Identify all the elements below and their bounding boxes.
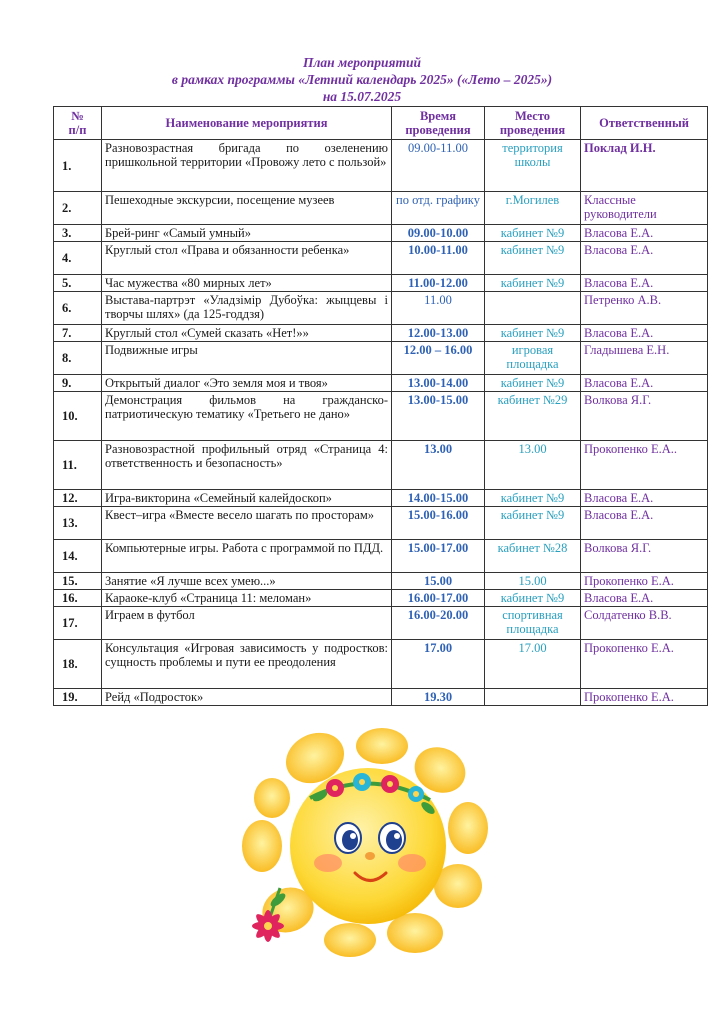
table-row [54,375,708,392]
event-place: кабинет №9 [485,375,581,392]
smiling-sun-icon [240,728,490,958]
event-place: кабинет №9 [485,490,581,507]
event-time: 15.00-17.00 [392,540,485,573]
header-place-line2: проведения [499,123,566,137]
table-row [54,292,708,325]
event-name: Играем в футбол [102,607,392,640]
event-time: 11.00-12.00 [392,275,485,292]
event-responsible: Прокопенко Е.А.. [581,441,708,490]
event-name: Выстава-партрэт «Уладзімір Дубоўка: жыццевы і творчы шлях» (да 125-годдзя) [102,292,392,325]
document-heading [0,54,724,105]
event-responsible: Власова Е.А. [581,490,708,507]
event-number: 17. [54,607,102,640]
event-place: кабинет №9 [485,325,581,342]
event-responsible: Поклад И.Н. [581,140,708,192]
event-place: 15.00 [485,573,581,590]
header-number [54,107,102,140]
table-row [54,140,708,192]
events-table [53,106,708,706]
event-place: кабинет №9 [485,590,581,607]
event-responsible: Прокопенко Е.А. [581,573,708,590]
event-number: 9. [54,375,102,392]
event-time: 13.00-14.00 [392,375,485,392]
event-place: кабинет №9 [485,242,581,275]
event-time: 10.00-11.00 [392,242,485,275]
event-time: 13.00-15.00 [392,392,485,441]
event-name: Компьютерные игры. Работа с программой по ПДД. [102,540,392,573]
event-name: Круглый стол «Права и обязанности ребенка» [102,242,392,275]
event-name: Квест–игра «Вместе весело шагать по просторам» [102,507,392,540]
event-number: 2. [54,192,102,225]
event-number: 8. [54,342,102,375]
header-time-line2: проведения [405,123,471,137]
table-row [54,441,708,490]
event-time: 19.30 [392,689,485,706]
heading-title: План мероприятий [302,55,422,70]
event-responsible: Власова Е.А. [581,242,708,275]
table-row [54,275,708,292]
event-number: 3. [54,225,102,242]
event-place: кабинет №29 [485,392,581,441]
event-place: игровая площадка [485,342,581,375]
event-number: 6. [54,292,102,325]
event-name: Занятие «Я лучше всех умею...» [102,573,392,590]
table-row [54,225,708,242]
table-row [54,689,708,706]
header-event-name: Наименование мероприятия [102,107,392,140]
event-time: 17.00 [392,640,485,689]
event-name: Подвижные игры [102,342,392,375]
event-responsible: Власова Е.А. [581,275,708,292]
table-row [54,242,708,275]
table-row [54,607,708,640]
table-row [54,342,708,375]
event-time: 11.00 [392,292,485,325]
event-name: Караоке-клуб «Страница 11: меломан» [102,590,392,607]
event-responsible: Волкова Я.Г. [581,540,708,573]
table-row [54,590,708,607]
right-cheek [398,854,426,872]
table-row [54,392,708,441]
event-time: 12.00 – 16.00 [392,342,485,375]
event-place: спортивная площадка [485,607,581,640]
event-responsible: Власова Е.А. [581,590,708,607]
heading-program: в рамках программы «Летний календарь 2025» («Лето – 2025») [171,72,553,87]
left-cheek [314,854,342,872]
event-responsible: Солдатенко В.В. [581,607,708,640]
event-responsible: Власова Е.А. [581,507,708,540]
event-responsible: Петренко А.В. [581,292,708,325]
event-number: 13. [54,507,102,540]
event-number: 12. [54,490,102,507]
event-name: Пешеходные экскурсии, посещение музеев [102,192,392,225]
event-time: 09.00-11.00 [392,140,485,192]
event-place: 13.00 [485,441,581,490]
event-name: Час мужества «80 мирных лет» [102,275,392,292]
header-number-line1: № [71,109,84,123]
sun-nose [365,852,375,860]
event-name: Игра-викторина «Семейный калейдоскоп» [102,490,392,507]
table-row [54,192,708,225]
event-number: 7. [54,325,102,342]
event-time: 16.00-17.00 [392,590,485,607]
event-place [485,292,581,325]
event-number: 11. [54,441,102,490]
event-responsible: Власова Е.А. [581,325,708,342]
event-time: по отд. графику [392,192,485,225]
event-place: кабинет №28 [485,540,581,573]
event-responsible: Гладышева Е.Н. [581,342,708,375]
event-number: 4. [54,242,102,275]
table-row [54,490,708,507]
event-place: территория школы [485,140,581,192]
event-name: Открытый диалог «Это земля моя и твоя» [102,375,392,392]
event-responsible: Волкова Я.Г. [581,392,708,441]
event-number: 10. [54,392,102,441]
table-row [54,573,708,590]
event-responsible: Власова Е.А. [581,375,708,392]
header-responsible: Ответственный [581,107,708,140]
event-number: 19. [54,689,102,706]
event-name: Разновозрастной профильный отряд «Страница 4: ответственность и безопасность» [102,441,392,490]
event-responsible: Прокопенко Е.А. [581,689,708,706]
table-row [54,540,708,573]
event-name: Рейд «Подросток» [102,689,392,706]
event-time: 15.00 [392,573,485,590]
header-time-line1: Время [419,109,457,123]
event-place: кабинет №9 [485,225,581,242]
event-number: 14. [54,540,102,573]
heading-date: на 15.07.2025 [322,89,402,104]
event-time: 16.00-20.00 [392,607,485,640]
event-place: г.Могилев [485,192,581,225]
table-row [54,507,708,540]
event-time: 12.00-13.00 [392,325,485,342]
event-name: Консультация «Игровая зависимость у подростков: сущность проблемы и пути ее преодоления [102,640,392,689]
event-number: 15. [54,573,102,590]
event-place: кабинет №9 [485,507,581,540]
table-row [54,325,708,342]
event-number: 5. [54,275,102,292]
event-place [485,689,581,706]
header-place-line1: Место [514,109,551,123]
event-time: 14.00-15.00 [392,490,485,507]
event-responsible: Классные руководители [581,192,708,225]
header-number-line2: п/п [68,123,87,137]
event-time: 13.00 [392,441,485,490]
table-row [54,640,708,689]
event-number: 16. [54,590,102,607]
event-name: Разновозрастная бригада по озеленению пришкольной территории «Провожу лето с пользой» [102,140,392,192]
event-responsible: Прокопенко Е.А. [581,640,708,689]
event-place: кабинет №9 [485,275,581,292]
header-place [485,107,581,140]
event-name: Демонстрация фильмов на гражданско-патриотическую тематику «Третьего не дано» [102,392,392,441]
event-time: 15.00-16.00 [392,507,485,540]
event-number: 18. [54,640,102,689]
event-responsible: Власова Е.А. [581,225,708,242]
table-header-row [54,107,708,140]
event-time: 09.00-10.00 [392,225,485,242]
header-time [392,107,485,140]
event-number: 1. [54,140,102,192]
event-name: Брей-ринг «Самый умный» [102,225,392,242]
event-place: 17.00 [485,640,581,689]
event-name: Круглый стол «Сумей сказать «Нет!»» [102,325,392,342]
